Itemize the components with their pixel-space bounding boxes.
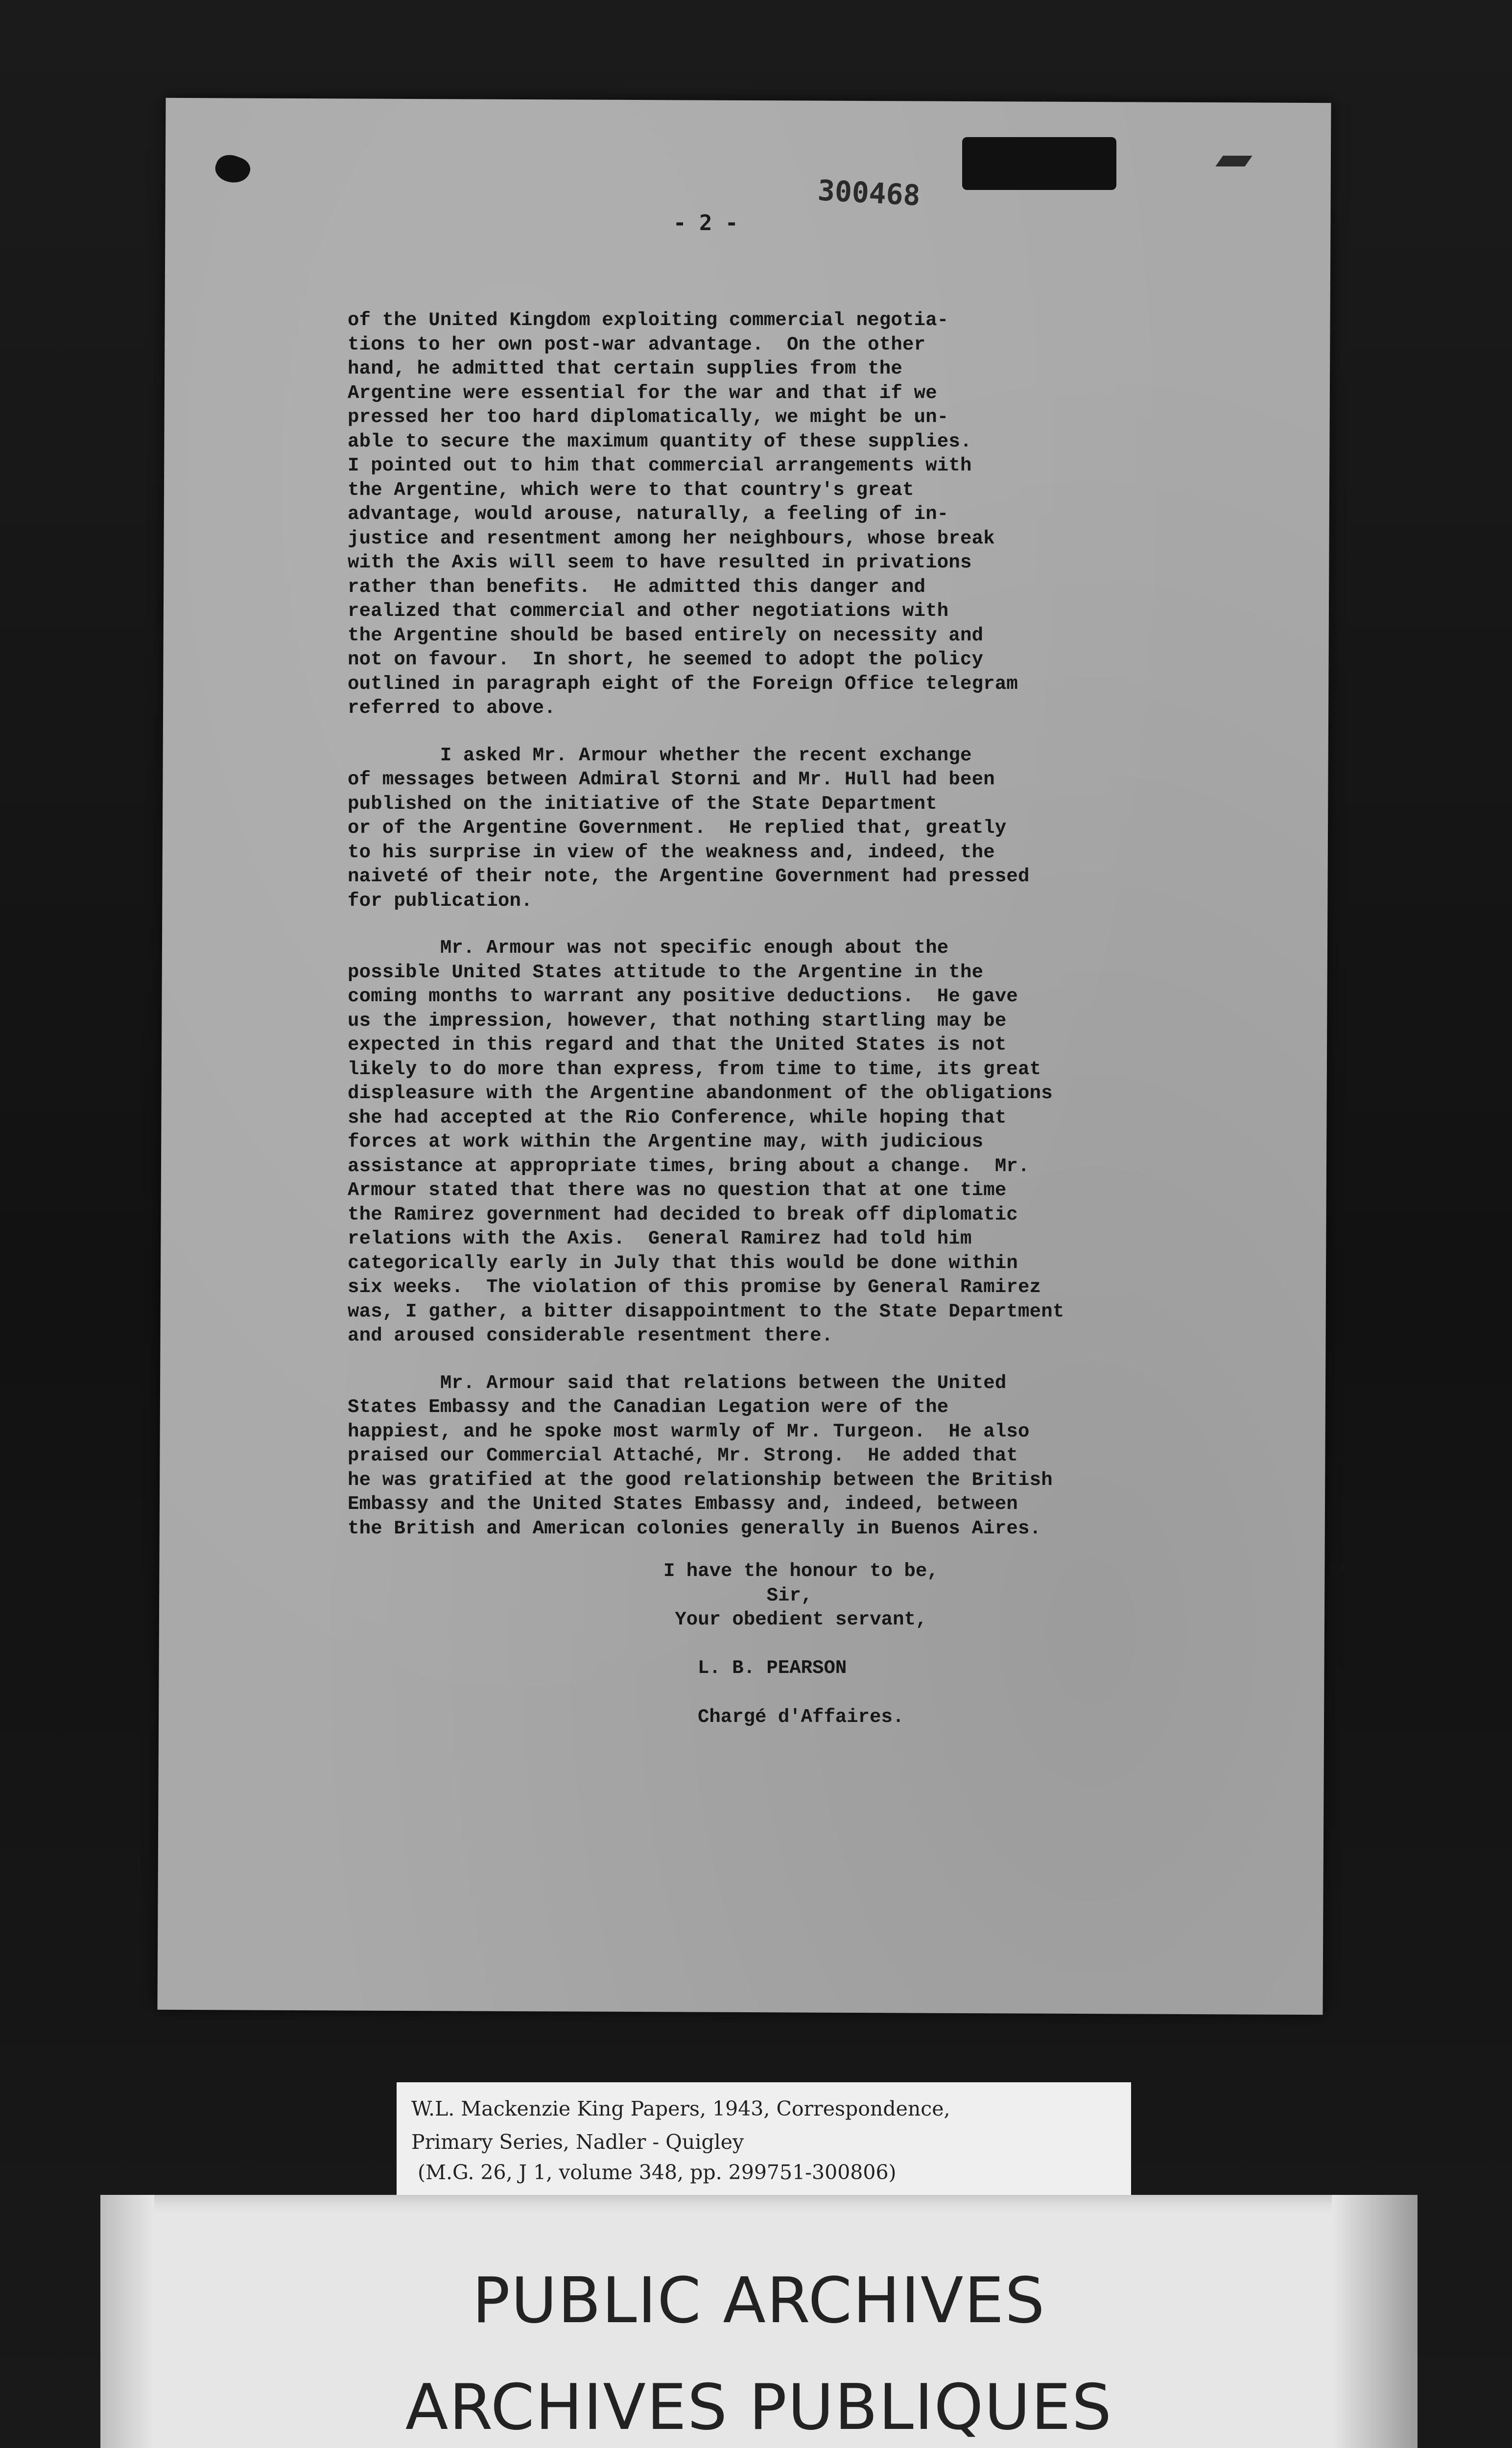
archive-stamp-french: ARCHIVES PUBLIQUES [405,2371,1113,2444]
text-line: to his surprise in view of the weakness and, indeed, the [348,841,995,863]
text-line: of the United Kingdom exploiting commercial negotia- [348,309,949,331]
text-line: praised our Commercial Attaché, Mr. Strong. He added that [348,1445,1018,1466]
text-line: for publication. [348,890,533,912]
text-line: referred to above. [348,697,556,719]
text-line: assistance at appropriate times, bring about a change. Mr. [348,1155,1030,1177]
text-line: categorically early in July that this would be done within [348,1252,1018,1274]
source-citation-label [397,2082,1131,2197]
text-line: States Embassy and the Canadian Legation were of the [348,1396,949,1418]
text-line: of messages between Admiral Storni and Mr. Hull had been [348,769,995,790]
text-line: was, I gather, a bitter disappointment to the State Department [348,1300,1064,1322]
text-line: published on the initiative of the State Department [348,793,937,815]
text-line: naiveté of their note, the Argentine Government had pressed [348,866,1030,887]
paragraph-4 [348,1371,1268,1541]
text-line: happiest, and he spoke most warmly of Mr. Turgeon. He also [348,1420,1030,1442]
text-line: displeasure with the Argentine abandonment of the obligations [348,1083,1053,1104]
text-line: I asked Mr. Armour whether the recent exchange [348,744,972,766]
text-line: he was gratified at the good relationship between the British [348,1469,1053,1491]
text-line: not on favour. In short, he seemed to adopt the policy [348,649,984,670]
text-line: advantage, would arouse, naturally, a feeling of in- [348,503,949,525]
citation-line: W.L. Mackenzie King Papers, 1943, Correspondence, [411,2097,950,2120]
redaction-box [962,137,1116,190]
signature-title: Chargé d'Affaires. [698,1706,904,1728]
page-number: - 2 - [673,211,738,235]
text-line: rather than benefits. He admitted this danger and [348,576,926,598]
closing-line: I have the honour to be, [663,1560,939,1582]
text-line: Argentine were essential for the war and that if we [348,382,937,404]
text-line: the British and American colonies generally in Buenos Aires. [348,1517,1041,1539]
text-line: the Argentine should be based entirely on necessity and [348,624,984,646]
text-line: six weeks. The violation of this promise by General Ramirez [348,1276,1041,1298]
paragraph-3 [348,936,1268,1348]
text-line: us the impression, however, that nothing startling may be [348,1010,1007,1032]
text-line: Embassy and the United States Embassy and, indeed, between [348,1493,1018,1515]
archive-stamp-english: PUBLIC ARCHIVES [472,2264,1046,2337]
citation-line: (M.G. 26, J 1, volume 348, pp. 299751-300806) [411,2161,897,2184]
text-line: able to secure the maximum quantity of these supplies. [348,430,972,452]
text-line: tions to her own post-war advantage. On the other [348,333,926,355]
text-line: with the Axis will seem to have resulted in privations [348,552,972,573]
text-line: the Argentine, which were to that country's great [348,479,914,501]
closing-line: Your obedient servant, [663,1609,927,1630]
text-line: Armour stated that there was no question that at one time [348,1179,1007,1201]
text-line: and aroused considerable resentment there. [348,1325,833,1346]
text-line: possible United States attitude to the Argentine in the [348,961,984,983]
text-line: Mr. Armour said that relations between the United [348,1372,1007,1394]
text-line: pressed her too hard diplomatically, we might be un- [348,406,949,428]
text-line: likely to do more than express, from time to time, its great [348,1058,1041,1080]
signature-name: L. B. PEARSON [698,1657,847,1679]
text-line: coming months to warrant any positive deductions. He gave [348,986,1018,1007]
document-number: 300468 [817,173,921,212]
text-line: or of the Argentine Government. He replied that, greatly [348,817,1007,839]
text-line: she had accepted at the Rio Conference, while hoping that [348,1106,1007,1129]
text-line: hand, he admitted that certain supplies from the [348,358,902,379]
letter-closing [663,1559,939,1632]
text-line: I pointed out to him that commercial arrangements with [348,455,972,476]
text-line: justice and resentment among her neighbours, whose break [348,527,995,549]
text-line: outlined in paragraph eight of the Foreign Office telegram [348,673,1018,695]
text-line: realized that commercial and other negotiations with [348,600,949,622]
letter-body [348,308,1268,1564]
paragraph-2 [348,744,1268,914]
text-line: Mr. Armour was not specific enough about the [348,937,949,959]
text-line: expected in this regard and that the United States is not [348,1034,1007,1056]
closing-line: Sir, [663,1584,813,1606]
text-line: the Ramirez government had decided to break off diplomatic [348,1203,1018,1225]
text-line: relations with the Axis. General Ramirez had told him [348,1228,972,1249]
text-line: forces at work within the Argentine may, with judicious [348,1131,984,1153]
citation-line: Primary Series, Nadler - Quigley [411,2130,744,2154]
paragraph-1 [348,308,1268,721]
